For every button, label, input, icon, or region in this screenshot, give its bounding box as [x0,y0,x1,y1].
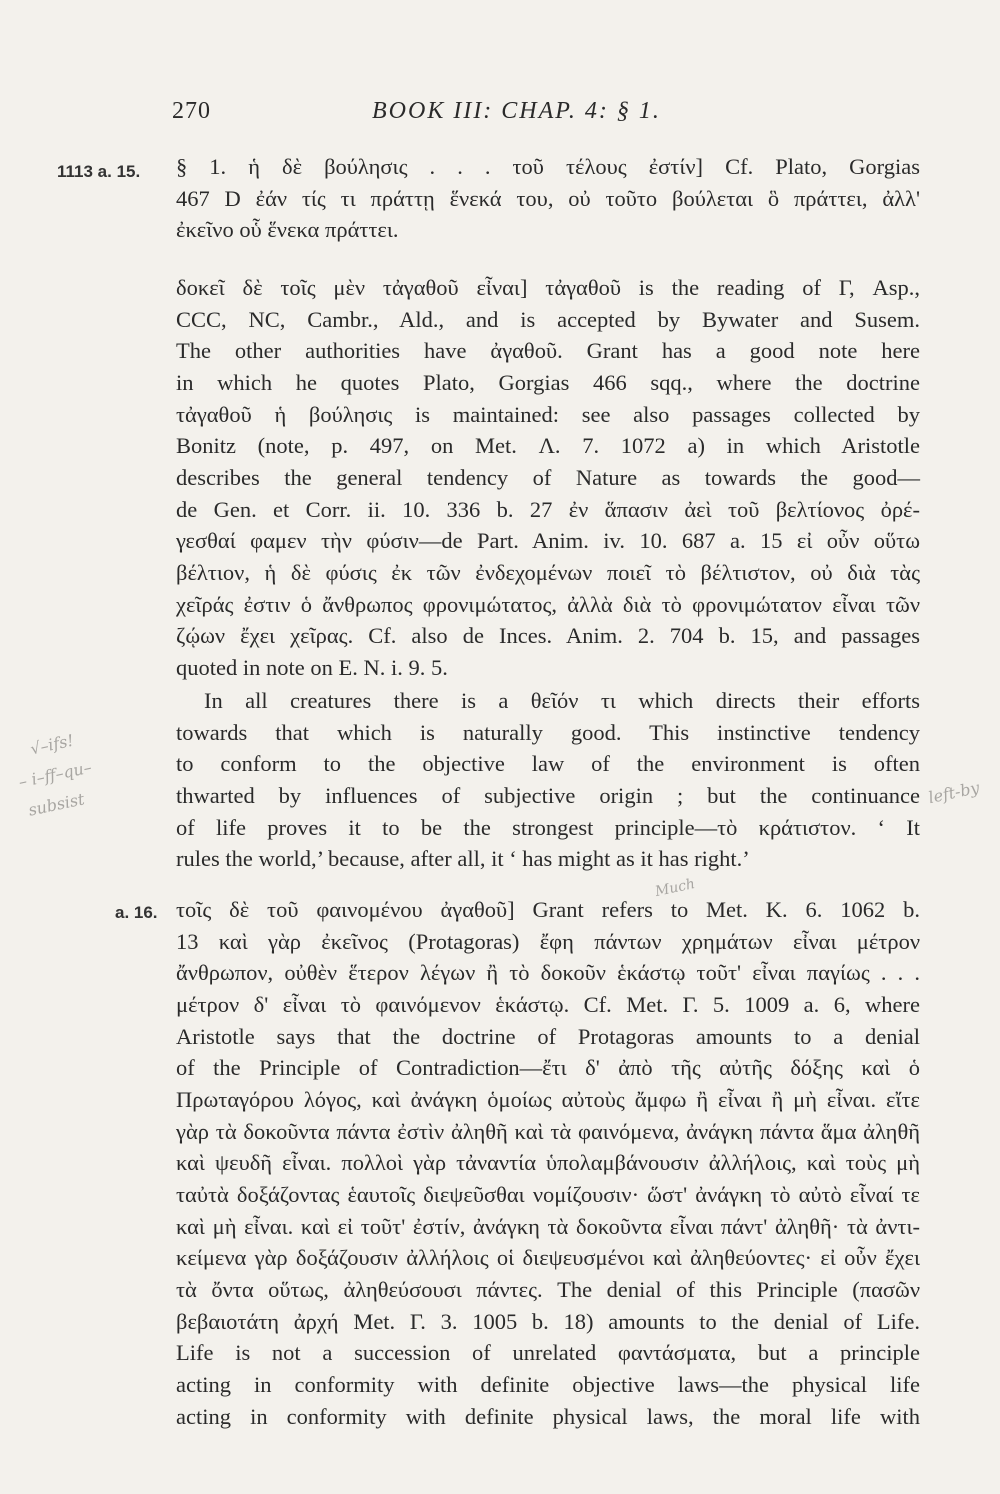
text-line: γεσθαί φαμεν τὴν φύσιν—de Part. Anim. iv. 10. 687 a. 15 εἰ οὖν οὕτω [176,528,920,553]
text-line: δοκεῖ δὲ τοῖς μὲν τἀγαθοῦ εἶναι] τἀγαθοῦ is the reading of Γ, Asp., [176,275,920,300]
text-line: ἄνθρωπον, οὐθὲν ἕτερον λέγων ἢ τὸ δοκοῦν ἑκάστῳ τοῦτ' εἶναι παγίως . . . [176,960,920,985]
text-line: ἐκεῖνο οὗ ἕνεκα πράττει. [176,217,399,242]
text-line: καὶ ψευδῆ εἶναι. πολλοὶ γὰρ τἀναντία ὑπολαμβάνουσιν ἀλλήλοις, καὶ τοὺς μὴ [176,1150,920,1175]
text-line: quoted in note on E. N. i. 9. 5. [176,655,448,680]
text-line: Πρωταγόρου λόγος, καὶ ἀνάγκη ὁμοίως αὐτοὺς ἄμφω ἢ εἶναι ἢ μὴ εἶναι. εἴτε [176,1087,920,1112]
text-line: βέλτιον, ἡ δὲ φύσις ἐκ τῶν ἐνδεχομένων ποιεῖ τὸ βέλτιστον, οὐ διὰ τὰς [176,560,920,585]
text-line: χεῖράς ἐστιν ὁ ἄνθρωπος φρονιμώτατος, ἀλλὰ διὰ τὸ φρονιμώτατον εἶναι τῶν [176,592,920,617]
page-number: 270 [172,98,211,124]
text-line: CCC, NC, Cambr., Ald., and is accepted by Bywater and Susem. [176,307,920,332]
text-line: γὰρ τὰ δοκοῦντα πάντα ἐστὶν ἀληθῆ καὶ τὰ φαινόμενα, ἀνάγκη πάντα ἅμα ἀληθῆ [176,1119,920,1144]
text-line: ζῴων ἔχει χεῖρας. Cf. also de Inces. Anim. 2. 704 b. 15, and passages [176,623,920,648]
text-line: τοῖς δὲ τοῦ φαινομένου ἀγαθοῦ] Grant refers to Met. Κ. 6. 1062 b. [176,897,920,922]
text-line: acting in conformity with definite physical laws, the moral life with [176,1404,920,1429]
text-line: in which he quotes Plato, Gorgias 466 sqq., where the doctrine [176,370,920,395]
text-line: Bonitz (note, p. 497, on Met. Λ. 7. 1072 a) in which Aristotle [176,433,920,458]
margin-reference: 1113 a. 15. [57,162,141,181]
text-line: describes the general tendency of Nature as towards the good— [176,465,920,490]
handwritten-note: left-by [926,777,982,808]
text-line: κείμενα γὰρ δοξάζουσιν ἀλλήλοις οἱ διεψευσμένοι καὶ ἀληθεύοντες· εἰ οὖν ἔχει [176,1245,920,1270]
text-line: ταὐτὰ δοξάζοντας ἑαυτοῖς διεψεῦσθαι νομίζουσιν· ὥστ' ἀνάγκη τὸ αὐτὸ εἶναί τε [176,1182,920,1207]
text-line: thwarted by influences of subjective origin ; but the continuance [176,783,920,808]
text-line: to conform to the objective law of the environment is often [176,751,920,776]
text-line: towards that which is naturally good. This instinctive tendency [176,720,920,745]
running-head [172,98,922,134]
running-title: BOOK III: CHAP. 4: § 1. [372,98,661,124]
handwritten-note: subsist [26,789,87,820]
text-line: In all creatures there is a θεῖόν τι which directs their efforts [204,688,920,713]
text-line: de Gen. et Corr. ii. 10. 336 b. 27 ἐν ἅπασιν ἀεὶ τοῦ βελτίονος ὀρέ- [176,497,920,522]
handwritten-note: – i–ff–qu– [16,757,94,792]
text-line: βεβαιοτάτη ἀρχή Met. Γ. 3. 1005 b. 18) amounts to the denial of Life. [176,1309,920,1334]
handwritten-note: √–ifs! [28,730,76,759]
text-line: Life is not a succession of unrelated φαντάσματα, but a principle [176,1340,920,1365]
margin-reference: a. 16. [115,903,158,922]
text-line: 13 καὶ γὰρ ἐκεῖνος (Protagoras) ἔφη πάντων χρημάτων εἶναι μέτρον [176,929,920,954]
text-line: § 1. ἡ δὲ βούλησις . . . τοῦ τέλους ἐστίν] Cf. Plato, Gorgias [176,154,920,179]
text-line: τἀγαθοῦ ἡ βούλησις is maintained: see also passages collected by [176,402,920,427]
text-line: 467 D ἐάν τίς τι πράττῃ ἕνεκά του, οὐ τοῦτο βούλεται ὃ πράττει, ἀλλ' [176,186,920,211]
text-line: acting in conformity with definite objective laws—the physical life [176,1372,920,1397]
text-line: καὶ μὴ εἶναι. καὶ εἰ τοῦτ' ἐστίν, ἀνάγκη τὰ δοκοῦντα εἶναι πάντ' ἀληθῆ· τὰ ἀντι- [176,1214,920,1239]
text-line: μέτρον δ' εἶναι τὸ φαινόμενον ἑκάστῳ. Cf. Met. Γ. 5. 1009 a. 6, where [176,992,920,1017]
text-line: of the Principle of Contradiction—ἔτι δ' ἀπὸ τῆς αὐτῆς δόξης καὶ ὁ [176,1055,920,1080]
text-line: of life proves it to be the strongest principle—τὸ κράτιστον. ‘ It [176,815,920,840]
handwritten-note: Much [653,875,697,901]
text-line: rules the world,’ because, after all, it ‘ has might as it has right.’ [176,846,750,871]
text-line: τὰ ὄντα οὕτως, ἀληθεύσουσι πάντες. The denial of this Principle (πασῶν [176,1277,920,1302]
text-line: Aristotle says that the doctrine of Protagoras amounts to a denial [176,1024,920,1049]
text-line: The other authorities have ἀγαθοῦ. Grant has a good note here [176,338,920,363]
